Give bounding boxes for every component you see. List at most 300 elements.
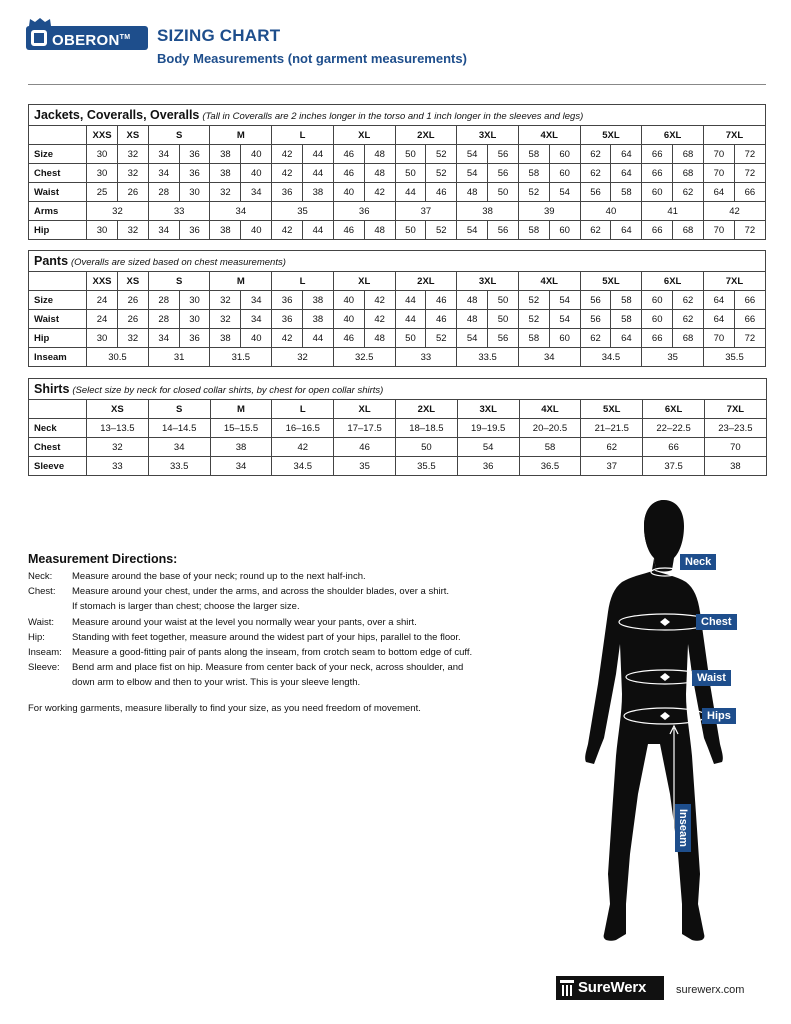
table-cell: 46 <box>333 329 364 348</box>
body-figure <box>574 494 774 954</box>
table-cell: 18–18.5 <box>395 419 457 438</box>
table-cell: 46 <box>426 310 457 329</box>
direction-item <box>28 599 568 614</box>
size-header-cell: 2XL <box>395 400 457 419</box>
size-header-cell: XL <box>333 126 395 145</box>
table-cell: 36 <box>272 183 303 202</box>
table-cell: 68 <box>673 164 704 183</box>
table-cell: 56 <box>580 291 611 310</box>
table-cell: 36 <box>272 291 303 310</box>
size-header-cell: 7XL <box>703 126 765 145</box>
size-header-cell: S <box>148 272 210 291</box>
table-cell: 34 <box>148 221 179 240</box>
table-cell: 42 <box>364 310 395 329</box>
size-header-cell: S <box>148 400 210 419</box>
table-cell: 38 <box>704 457 766 476</box>
table-cell: 37.5 <box>643 457 705 476</box>
table-cell: 36.5 <box>519 457 581 476</box>
row-label: Chest <box>29 164 87 183</box>
size-header-cell: L <box>272 400 334 419</box>
row-label: Arms <box>29 202 87 221</box>
neck-tag: Neck <box>680 554 716 570</box>
table-cell: 62 <box>580 145 611 164</box>
table-cell: 72 <box>734 145 765 164</box>
table-cell: 37 <box>395 202 457 221</box>
table-cell: 66 <box>642 164 673 183</box>
table-cell: 46 <box>426 291 457 310</box>
table-cell: 15–15.5 <box>210 419 272 438</box>
table-cell: 66 <box>642 145 673 164</box>
shirts-row-chest <box>29 438 767 457</box>
oberon-logo <box>26 18 148 52</box>
table-cell: 44 <box>303 164 334 183</box>
table-cell: 38 <box>210 438 272 457</box>
table-cell: 44 <box>395 310 426 329</box>
table-cell: 64 <box>703 310 734 329</box>
table-cell: 48 <box>364 164 395 183</box>
direction-term: Inseam: <box>28 647 62 659</box>
table-cell: 25 <box>87 183 118 202</box>
table-cell: 35 <box>334 457 396 476</box>
table-cell: 54 <box>549 291 580 310</box>
table-cell: 36 <box>179 164 210 183</box>
table-cell: 32 <box>210 291 241 310</box>
table-cell: 40 <box>241 145 272 164</box>
table-cell: 38 <box>210 329 241 348</box>
table-cell: 54 <box>457 145 488 164</box>
table-cell: 13–13.5 <box>87 419 149 438</box>
table-cell: 34 <box>148 329 179 348</box>
page-subtitle: Body Measurements (not garment measurements) <box>157 51 467 66</box>
table-cell: 54 <box>457 221 488 240</box>
direction-item <box>28 645 568 660</box>
trademark: TM <box>119 34 131 41</box>
row-label: Chest <box>29 438 87 457</box>
table-cell: 35 <box>642 348 704 367</box>
table-cell: 38 <box>303 291 334 310</box>
table-cell: 46 <box>333 221 364 240</box>
shirts-title: Shirts <box>34 382 70 396</box>
table-cell: 34 <box>518 348 580 367</box>
table-cell: 24 <box>87 291 118 310</box>
size-header-cell: 5XL <box>581 400 643 419</box>
size-header-cell: XS <box>117 272 148 291</box>
directions-list <box>28 569 568 691</box>
table-cell: 34.5 <box>580 348 642 367</box>
table-cell: 28 <box>148 310 179 329</box>
table-cell: 28 <box>148 291 179 310</box>
table-cell: 30 <box>87 221 118 240</box>
shirts-note: (Select size by neck for closed collar shirts, by chest for open collar shirts) <box>72 385 384 396</box>
direction-term <box>28 675 72 690</box>
table-cell: 70 <box>703 164 734 183</box>
table-cell: 34 <box>148 164 179 183</box>
table-cell: 42 <box>272 221 303 240</box>
table-cell: 35.5 <box>703 348 765 367</box>
row-label: Waist <box>29 310 87 329</box>
jackets-row-hip <box>29 221 766 240</box>
direction-item <box>28 675 568 690</box>
table-cell: 38 <box>303 310 334 329</box>
table-cell: 38 <box>303 183 334 202</box>
size-header-cell: 4XL <box>519 400 581 419</box>
table-cell: 46 <box>333 164 364 183</box>
size-header-cell: 6XL <box>642 126 704 145</box>
pants-caption <box>29 251 766 272</box>
table-cell: 66 <box>643 438 705 457</box>
direction-text: down arm to elbow and then to your wrist. This is your sleeve length. <box>72 677 361 689</box>
table-cell: 52 <box>518 310 549 329</box>
page-title: SIZING CHART <box>157 26 281 45</box>
table-cell: 39 <box>518 202 580 221</box>
table-cell: 44 <box>395 183 426 202</box>
table-cell: 72 <box>734 221 765 240</box>
table-cell: 50 <box>395 329 426 348</box>
table-cell: 62 <box>581 438 643 457</box>
table-cell: 34 <box>241 291 272 310</box>
table-cell: 68 <box>673 329 704 348</box>
size-header-cell: L <box>272 272 334 291</box>
table-cell: 34 <box>210 457 272 476</box>
direction-term <box>28 599 72 614</box>
table-cell: 62 <box>580 164 611 183</box>
crown-icon <box>29 18 51 26</box>
table-cell: 26 <box>117 183 148 202</box>
table-cell: 58 <box>519 438 581 457</box>
table-cell: 30 <box>87 164 118 183</box>
size-header-cell: XS <box>117 126 148 145</box>
table-cell: 33.5 <box>148 457 210 476</box>
row-label: Hip <box>29 221 87 240</box>
table-cell: 34 <box>210 202 272 221</box>
direction-item <box>28 630 568 645</box>
jackets-caption <box>29 105 766 126</box>
size-header-cell: 5XL <box>580 272 642 291</box>
jackets-size-header <box>29 126 766 145</box>
table-cell: 32 <box>272 348 334 367</box>
table-cell: 36 <box>179 221 210 240</box>
table-cell: 17–17.5 <box>334 419 396 438</box>
row-label <box>29 272 87 291</box>
table-cell: 54 <box>457 164 488 183</box>
table-cell: 32 <box>117 145 148 164</box>
table-cell: 35.5 <box>395 457 457 476</box>
row-label: Size <box>29 145 87 164</box>
direction-item <box>28 660 568 675</box>
table-cell: 50 <box>488 291 519 310</box>
size-header-cell: 4XL <box>518 126 580 145</box>
table-cell: 62 <box>673 183 704 202</box>
size-header-cell: M <box>210 126 272 145</box>
jackets-row-chest <box>29 164 766 183</box>
pants-note: (Overalls are sized based on chest measurements) <box>70 257 286 268</box>
table-cell: 60 <box>549 329 580 348</box>
table-cell: 62 <box>580 221 611 240</box>
direction-term: Neck: <box>28 571 53 582</box>
table-cell: 42 <box>703 202 765 221</box>
jackets-row-size <box>29 145 766 164</box>
table-cell: 44 <box>303 221 334 240</box>
table-cell: 14–14.5 <box>148 419 210 438</box>
table-cell: 48 <box>457 183 488 202</box>
shirts-row-sleeve <box>29 457 767 476</box>
shirts-row-neck <box>29 419 767 438</box>
size-header-cell: L <box>272 126 334 145</box>
jackets-row-arms <box>29 202 766 221</box>
table-cell: 38 <box>210 221 241 240</box>
table-cell: 32 <box>210 183 241 202</box>
table-cell: 72 <box>734 164 765 183</box>
table-cell: 52 <box>426 329 457 348</box>
pants-row-waist <box>29 310 766 329</box>
table-cell: 20–20.5 <box>519 419 581 438</box>
waist-tag: Waist <box>692 670 731 686</box>
table-cell: 64 <box>611 164 642 183</box>
shirts-size-header <box>29 400 767 419</box>
direction-text: Bend arm and place fist on hip. Measure from center back of your neck, across shoulder, and <box>72 662 464 674</box>
table-cell: 36 <box>333 202 395 221</box>
table-cell: 36 <box>457 457 519 476</box>
table-cell: 52 <box>426 145 457 164</box>
size-header-cell: 3XL <box>457 400 519 419</box>
table-cell: 52 <box>426 221 457 240</box>
row-label: Neck <box>29 419 87 438</box>
table-cell: 64 <box>703 291 734 310</box>
size-header-cell: XXS <box>87 272 118 291</box>
table-cell: 46 <box>333 145 364 164</box>
table-cell: 60 <box>549 164 580 183</box>
table-cell: 62 <box>673 291 704 310</box>
surewerx-logo <box>556 976 664 1000</box>
table-cell: 36 <box>179 329 210 348</box>
table-cell: 54 <box>549 183 580 202</box>
table-cell: 68 <box>673 221 704 240</box>
direction-text: Measure around your chest, under the arms, and across the shoulder blades, over a shirt. <box>72 586 450 598</box>
table-cell: 30 <box>179 183 210 202</box>
table-cell: 54 <box>457 438 519 457</box>
size-header-cell: 2XL <box>395 126 457 145</box>
direction-text: Standing with feet together, measure around the widest part of your hips, parallel to the floor. <box>72 631 461 643</box>
brand-mark-icon <box>31 30 47 46</box>
table-cell: 50 <box>395 221 426 240</box>
table-cell: 21–21.5 <box>581 419 643 438</box>
table-cell: 64 <box>611 221 642 240</box>
surewerx-mark-icon <box>560 980 574 996</box>
table-cell: 44 <box>303 329 334 348</box>
pants-row-size <box>29 291 766 310</box>
table-cell: 30 <box>87 329 118 348</box>
pants-row-inseam <box>29 348 766 367</box>
table-cell: 68 <box>673 145 704 164</box>
table-cell: 38 <box>457 202 519 221</box>
table-cell: 34 <box>241 183 272 202</box>
jackets-table <box>28 104 766 240</box>
table-cell: 19–19.5 <box>457 419 519 438</box>
directions-title: Measurement Directions: <box>28 552 178 566</box>
table-cell: 40 <box>580 202 642 221</box>
table-cell: 60 <box>549 221 580 240</box>
table-cell: 52 <box>518 183 549 202</box>
row-label: Hip <box>29 329 87 348</box>
direction-term: Chest: <box>28 586 56 598</box>
table-cell: 41 <box>642 202 704 221</box>
table-cell: 42 <box>364 291 395 310</box>
size-header-cell: 3XL <box>457 272 519 291</box>
brand-name: OBERON <box>52 32 120 49</box>
table-cell: 70 <box>703 221 734 240</box>
inseam-tag: Inseam <box>675 804 691 852</box>
table-cell: 40 <box>241 221 272 240</box>
size-header-cell: S <box>148 126 210 145</box>
table-cell: 40 <box>333 183 364 202</box>
size-header-cell: 6XL <box>643 400 705 419</box>
direction-text: Measure around your waist at the level you normally wear your pants, over a shirt. <box>72 616 417 628</box>
table-cell: 58 <box>518 329 549 348</box>
table-cell: 38 <box>210 164 241 183</box>
table-cell: 30.5 <box>87 348 149 367</box>
direction-term: Sleeve: <box>28 662 60 674</box>
table-cell: 52 <box>518 291 549 310</box>
table-cell: 62 <box>580 329 611 348</box>
table-cell: 36 <box>272 310 303 329</box>
table-cell: 34 <box>148 145 179 164</box>
website-link[interactable]: surewerx.com <box>676 984 745 996</box>
size-header-cell: 7XL <box>703 272 765 291</box>
table-cell: 32 <box>210 310 241 329</box>
table-cell: 52 <box>426 164 457 183</box>
table-cell: 56 <box>580 183 611 202</box>
pants-size-header <box>29 272 766 291</box>
table-cell: 70 <box>703 329 734 348</box>
table-cell: 33 <box>148 202 210 221</box>
table-cell: 38 <box>210 145 241 164</box>
direction-item <box>28 569 568 584</box>
table-cell: 54 <box>457 329 488 348</box>
size-header-cell: 5XL <box>580 126 642 145</box>
row-label: Size <box>29 291 87 310</box>
table-cell: 56 <box>580 310 611 329</box>
table-cell: 42 <box>272 145 303 164</box>
table-cell: 32 <box>87 202 149 221</box>
table-cell: 58 <box>611 291 642 310</box>
table-cell: 64 <box>611 145 642 164</box>
table-cell: 35 <box>272 202 334 221</box>
size-header-cell: 6XL <box>642 272 704 291</box>
table-cell: 33 <box>395 348 457 367</box>
table-cell: 24 <box>87 310 118 329</box>
table-cell: 46 <box>334 438 396 457</box>
table-cell: 32 <box>87 438 149 457</box>
table-cell: 46 <box>426 183 457 202</box>
pants-table <box>28 250 766 367</box>
size-header-cell: XXS <box>87 126 118 145</box>
table-cell: 66 <box>642 329 673 348</box>
pants-title: Pants <box>34 254 69 268</box>
table-cell: 56 <box>488 221 519 240</box>
jackets-note: (Tall in Coveralls are 2 inches longer in the torso and 1 inch longer in the sleeves and legs) <box>202 111 584 122</box>
hips-tag: Hips <box>702 708 736 724</box>
size-header-cell: 3XL <box>457 126 519 145</box>
table-cell: 58 <box>611 183 642 202</box>
direction-text: Measure a good-fitting pair of pants along the inseam, from crotch seam to bottom edge of cuff. <box>72 647 473 659</box>
table-cell: 50 <box>488 310 519 329</box>
table-cell: 26 <box>117 291 148 310</box>
table-cell: 34.5 <box>272 457 334 476</box>
row-label: Waist <box>29 183 87 202</box>
table-cell: 42 <box>272 329 303 348</box>
table-cell: 70 <box>703 145 734 164</box>
table-cell: 60 <box>549 145 580 164</box>
table-cell: 64 <box>703 183 734 202</box>
direction-item <box>28 584 568 599</box>
directions-note: For working garments, measure liberally to find your size, as you need freedom of movement. <box>28 703 421 714</box>
row-label: Sleeve <box>29 457 87 476</box>
table-cell: 56 <box>488 329 519 348</box>
table-cell: 31.5 <box>210 348 272 367</box>
size-header-cell: XL <box>333 272 395 291</box>
table-cell: 48 <box>364 221 395 240</box>
size-header-cell: 4XL <box>518 272 580 291</box>
table-cell: 33.5 <box>457 348 519 367</box>
table-cell: 40 <box>333 310 364 329</box>
table-cell: 34 <box>148 438 210 457</box>
table-cell: 54 <box>549 310 580 329</box>
table-cell: 58 <box>518 145 549 164</box>
direction-item <box>28 615 568 630</box>
surewerx-name: SureWerx <box>578 979 647 996</box>
size-header-cell: 7XL <box>704 400 766 419</box>
table-cell: 30 <box>179 291 210 310</box>
jackets-title: Jackets, Coveralls, Overalls <box>34 108 200 122</box>
table-cell: 32 <box>117 164 148 183</box>
direction-term: Waist: <box>28 616 55 628</box>
table-cell: 23–23.5 <box>704 419 766 438</box>
direction-text: Measure around the base of your neck; round up to the next half-inch. <box>72 571 366 582</box>
table-cell: 66 <box>734 291 765 310</box>
table-cell: 40 <box>333 291 364 310</box>
size-header-cell: 2XL <box>395 272 457 291</box>
jackets-row-waist <box>29 183 766 202</box>
row-label <box>29 400 87 419</box>
table-cell: 31 <box>148 348 210 367</box>
table-cell: 50 <box>395 145 426 164</box>
table-cell: 58 <box>518 164 549 183</box>
shirts-caption <box>29 379 767 400</box>
table-cell: 62 <box>673 310 704 329</box>
table-cell: 60 <box>642 183 673 202</box>
table-cell: 16–16.5 <box>272 419 334 438</box>
table-cell: 40 <box>241 164 272 183</box>
table-cell: 28 <box>148 183 179 202</box>
table-cell: 42 <box>272 164 303 183</box>
size-header-cell: M <box>210 272 272 291</box>
table-cell: 30 <box>179 310 210 329</box>
table-cell: 26 <box>117 310 148 329</box>
table-cell: 44 <box>395 291 426 310</box>
body-silhouette-icon <box>574 494 774 954</box>
table-cell: 37 <box>581 457 643 476</box>
table-cell: 36 <box>179 145 210 164</box>
table-cell: 66 <box>642 221 673 240</box>
table-cell: 56 <box>488 145 519 164</box>
table-cell: 42 <box>364 183 395 202</box>
header-divider <box>28 84 766 85</box>
table-cell: 32.5 <box>333 348 395 367</box>
chest-tag: Chest <box>696 614 737 630</box>
table-cell: 60 <box>642 310 673 329</box>
table-cell: 66 <box>734 183 765 202</box>
table-cell: 48 <box>457 291 488 310</box>
